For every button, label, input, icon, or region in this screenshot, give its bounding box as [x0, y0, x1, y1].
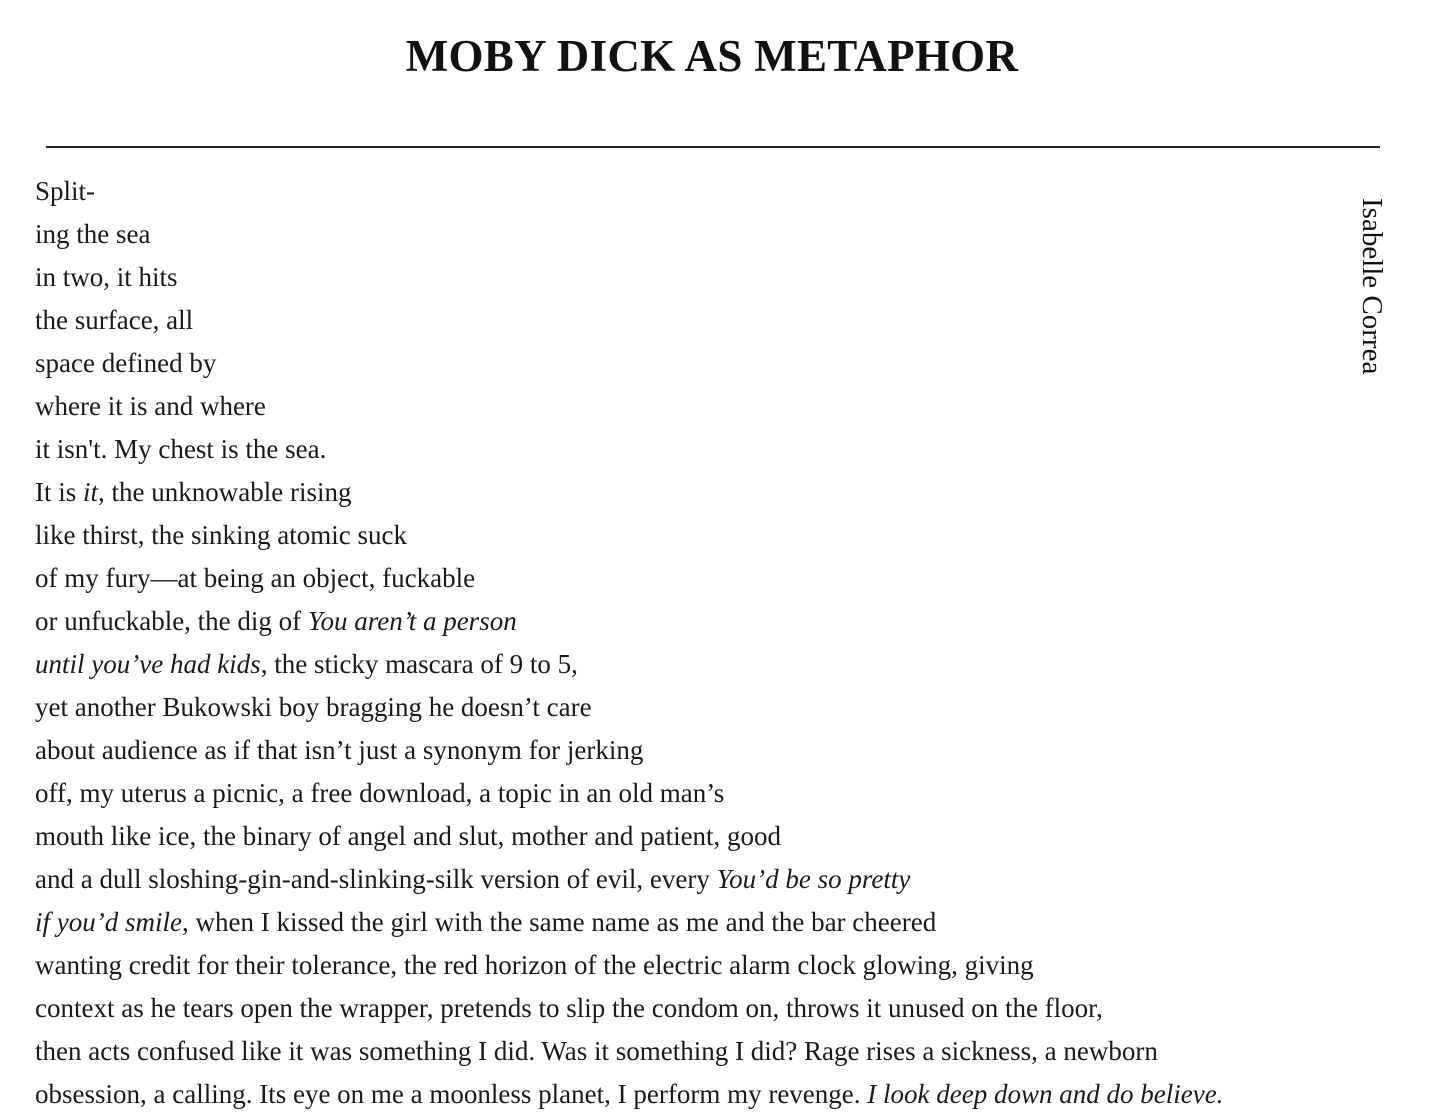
poem-line: [35, 299, 1375, 342]
poem-line-segment: , the unknowable rising: [98, 477, 352, 507]
poem-line-segment: where it is and where: [35, 391, 266, 421]
poem-line-segment: , when I kissed the girl with the same name as me and the bar cheered: [181, 907, 937, 937]
poem-line: [35, 385, 1375, 428]
poem-line-segment: it isn't. My chest is the sea.: [35, 434, 327, 464]
poem-body: [35, 170, 1375, 1116]
poem-line: [35, 815, 1375, 858]
poem-line: [35, 987, 1375, 1030]
poem-title: MOBY DICK AS METAPHOR: [405, 31, 1019, 81]
poem-line: [35, 1073, 1375, 1116]
poem-line-segment: wanting credit for their tolerance, the red horizon of the electric alarm clock glowing, giving: [35, 950, 1034, 980]
poem-line-segment: obsession, a calling. Its eye on me a moonless planet, I perform my revenge.: [35, 1079, 868, 1109]
poem-line: [35, 772, 1375, 815]
poem-line-segment: like thirst, the sinking atomic suck: [35, 520, 407, 550]
poem-line: [35, 858, 1375, 901]
poem-line: [35, 514, 1375, 557]
poem-line-segment: mouth like ice, the binary of angel and slut, mother and patient, good: [35, 821, 782, 851]
poem-line-segment: the surface, all: [35, 305, 194, 335]
poem-line: [35, 557, 1375, 600]
poem-line-segment: of my fury—at being an object, fuckable: [35, 563, 476, 593]
poem-line: [35, 901, 1375, 944]
poem-line: [35, 643, 1375, 686]
poem-line-segment: context as he tears open the wrapper, pretends to slip the condom on, throws it unused on the floor,: [35, 993, 1103, 1023]
poem-line: [35, 600, 1375, 643]
author-name: Isabelle Correa: [1356, 198, 1388, 375]
poem-line-segment: yet another Bukowski boy bragging he doesn’t care: [35, 692, 592, 722]
poem-line: [35, 213, 1375, 256]
poem-line: [35, 686, 1375, 729]
poem-line-segment: in two, it hits: [35, 262, 178, 292]
poem-line: [35, 428, 1375, 471]
poem-line: [35, 1030, 1375, 1073]
poem-line-italic-segment: You’d be so pretty: [716, 864, 911, 894]
poem-line-segment: about audience as if that isn’t just a synonym for jerking: [35, 735, 644, 765]
poem-line-segment: ing the sea: [35, 219, 151, 249]
poem-line-segment: Split-: [35, 176, 96, 206]
poem-line-segment: or unfuckable, the dig of: [35, 606, 308, 636]
poem-line: [35, 471, 1375, 514]
poem-line-segment: off, my uterus a picnic, a free download, a topic in an old man’s: [35, 778, 725, 808]
poem-line-segment: It is: [35, 477, 84, 507]
poem-line-italic-segment: it: [83, 477, 99, 507]
poem-line-segment: , the sticky mascara of 9 to 5,: [260, 649, 578, 679]
poem-line-italic-segment: until you’ve had kids: [35, 649, 261, 679]
poem-line-italic-segment: if you’d smile: [35, 907, 182, 937]
poem-line: [35, 342, 1375, 385]
poem-line-segment: and a dull sloshing-gin-and-slinking-silk version of evil, every: [35, 864, 717, 894]
poem-line: [35, 944, 1375, 987]
poem-line: [35, 729, 1375, 772]
poem-line-italic-segment: You aren’t a person: [307, 606, 517, 636]
poem-line-italic-segment: I look deep down and do believe.: [867, 1079, 1224, 1109]
poem-line-segment: space defined by: [35, 348, 217, 378]
poem-line-segment: then acts confused like it was something I did. Was it something I did? Rage rises a sickness, a newborn: [35, 1036, 1158, 1066]
poem-line: [35, 170, 1375, 213]
poem-line: [35, 256, 1375, 299]
title-divider: [46, 146, 1380, 148]
